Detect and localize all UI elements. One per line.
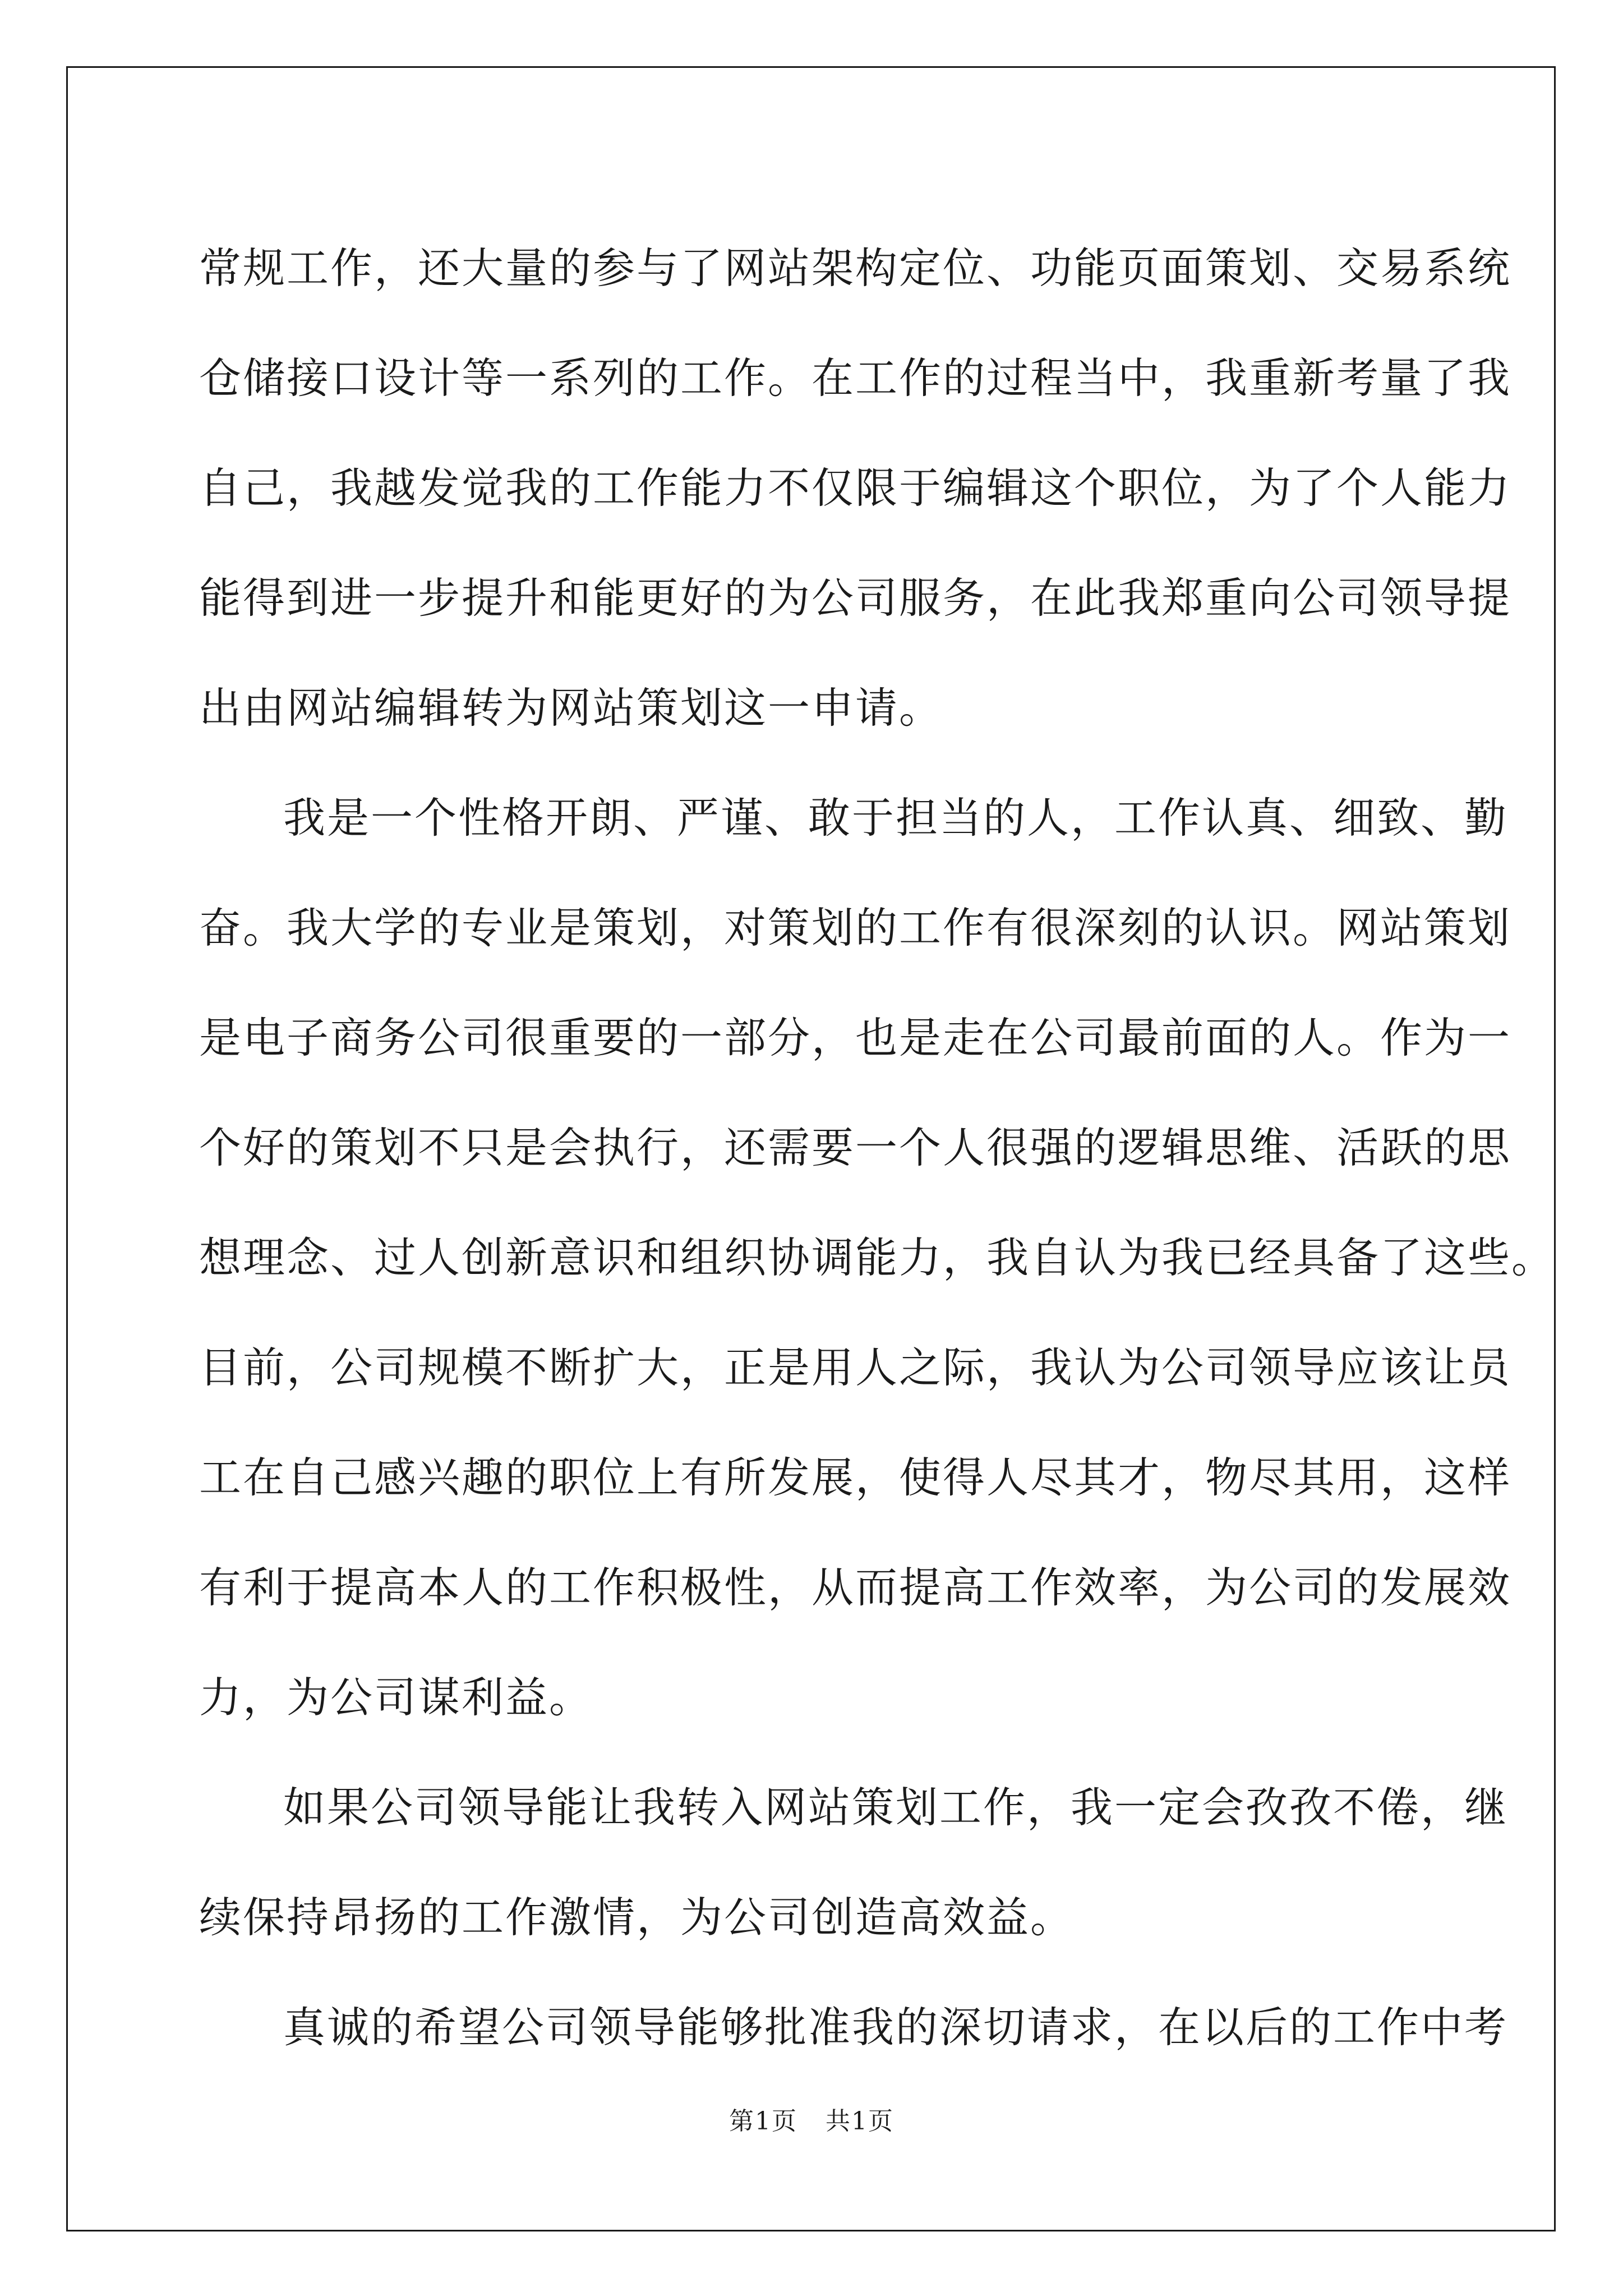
text-line: 有利于提高本人的工作积极性，从而提高工作效率，为公司的发展效 <box>199 1563 1512 1612</box>
document-body <box>199 213 1556 2082</box>
text-line: 常规工作，还大量的参与了网站架构定位、功能页面策划、交易系统 <box>199 243 1512 293</box>
page-footer <box>0 2101 1623 2137</box>
text-line: 我是一个性格开朗、严谨、敢于担当的人，工作认真、细致、勤 <box>283 793 1509 843</box>
text-line: 能得到进一步提升和能更好的为公司服务，在此我郑重向公司领导提 <box>199 573 1512 623</box>
text-line: 目前，公司规模不断扩大，正是用人之际，我认为公司领导应该让员 <box>199 1343 1512 1392</box>
text-line: 想理念、过人创新意识和组织协调能力，我自认为我已经具备了这些。 <box>199 1233 1556 1282</box>
text-line: 真诚的希望公司领导能够批准我的深切请求，在以后的工作中考 <box>283 2003 1509 2052</box>
text-line: 出由网站编辑转为网站策划这一申请。 <box>199 683 943 733</box>
text-line: 工在自己感兴趣的职位上有所发展，使得人尽其才，物尽其用，这样 <box>199 1453 1512 1502</box>
text-line: 如果公司领导能让我转入网站策划工作，我一定会孜孜不倦，继 <box>283 1783 1509 1832</box>
text-line: 是电子商务公司很重要的一部分，也是走在公司最前面的人。作为一 <box>199 1013 1512 1062</box>
text-line: 续保持昂扬的工作激情，为公司创造高效益。 <box>199 1893 1075 1942</box>
text-line: 仓储接口设计等一系列的工作。在工作的过程当中，我重新考量了我 <box>199 353 1512 403</box>
text-line: 自己，我越发觉我的工作能力不仅限于编辑这个职位，为了个人能力 <box>199 463 1512 513</box>
page-number: 第1页 <box>729 2107 797 2136</box>
text-line: 个好的策划不只是会执行，还需要一个人很强的逻辑思维、活跃的思 <box>199 1123 1512 1172</box>
text-line: 奋。我大学的专业是策划，对策划的工作有很深刻的认识。网站策划 <box>199 903 1512 953</box>
page-total: 共1页 <box>826 2107 894 2136</box>
text-line: 力，为公司谋利益。 <box>199 1673 593 1722</box>
